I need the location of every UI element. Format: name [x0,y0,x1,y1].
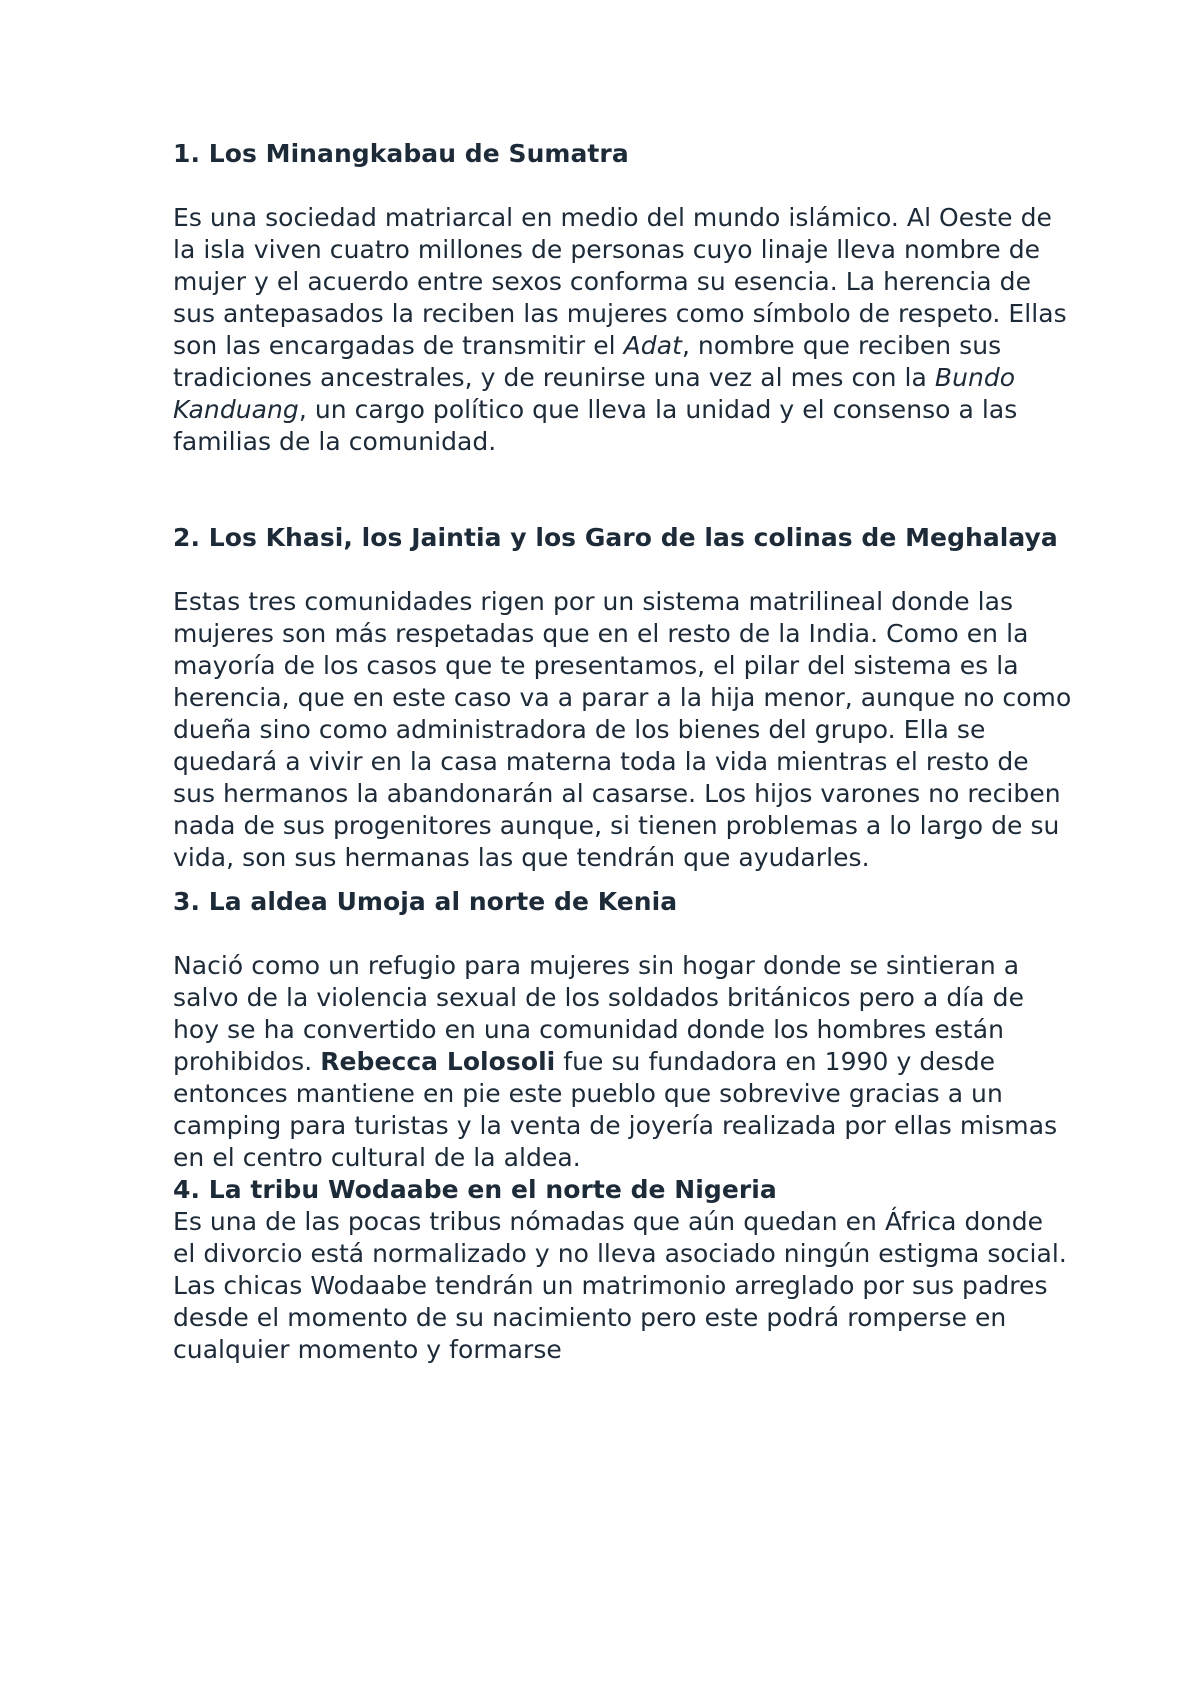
spacer [173,170,1073,202]
section-3-text-a: Nació como un refugio para mujeres sin hogar donde se sintieran a salvo de la violencia sexual de los soldados británicos pero a día de hoy se ha convertido en una comunidad donde los hombres están prohibidos. [173,951,1025,1076]
spacer [173,874,1073,886]
section-3-text-b: fue su fundadora en 1990 y desde entonces mantiene en pie este pueblo que sobrevive gracias a un camping para turistas y la venta de joyería realizada por ellas mismas en el centro cultural de la aldea. [173,1047,1058,1172]
section-1-paragraph [173,202,1073,458]
section-1-italic-adat: Adat [623,331,682,360]
section-3-heading: 3. La aldea Umoja al norte de Kenia [173,887,678,916]
section-4-paragraph: Es una de las pocas tribus nómadas que aún quedan en África donde el divorcio está normalizado y no lleva asociado ningún estigma social. Las chicas Wodaabe tendrán un matrimonio arreglado por sus padres desde el momento de su nacimiento pero este podrá romperse en cualquier momento y formarse [173,1207,1067,1364]
section-1-heading: 1. Los Minangkabau de Sumatra [173,139,629,168]
section-1-text-c: , un cargo político que lleva la unidad y el consenso a las familias de la comunidad. [173,395,1018,456]
section-1-text-a: Es una sociedad matriarcal en medio del mundo islámico. Al Oeste de la isla viven cuatro millones de personas cuyo linaje lleva nombre de mujer y el acuerdo entre sexos conforma su esencia. La herencia de sus antepasados la reciben las mujeres como símbolo de respeto. Ellas son las encargadas de transmitir el [173,203,1067,360]
spacer [173,918,1073,950]
section-3-bold-name: Rebecca Lolosoli [320,1047,556,1076]
section-2-paragraph: Estas tres comunidades rigen por un sistema matrilineal donde las mujeres son más respetadas que en el resto de la India. Como en la mayoría de los casos que te presentamos, el pilar del sistema es la herencia, que en este caso va a parar a la hija menor, aunque no como dueña sino como administradora de los bienes del grupo. Ella se quedará a vivir en la casa materna toda la vida mientras el resto de sus hermanos la abandonarán al casarse. Los hijos varones no reciben nada de sus progenitores aunque, si tienen problemas a lo largo de su vida, son sus hermanas las que tendrán que ayudarles. [173,587,1072,872]
section-3-paragraph [173,950,1073,1174]
section-1-text-b: , nombre que reciben sus tradiciones ancestrales, y de reunirse una vez al mes con la [173,331,1002,392]
document-page [173,138,1073,1366]
section-4-heading: 4. La tribu Wodaabe en el norte de Nigeria [173,1175,777,1204]
section-1-italic-bundo-kanduang: Bundo Kanduang [173,363,1016,424]
spacer [173,554,1073,586]
spacer [173,458,1073,522]
section-2-heading: 2. Los Khasi, los Jaintia y los Garo de las colinas de Meghalaya [173,523,1058,552]
